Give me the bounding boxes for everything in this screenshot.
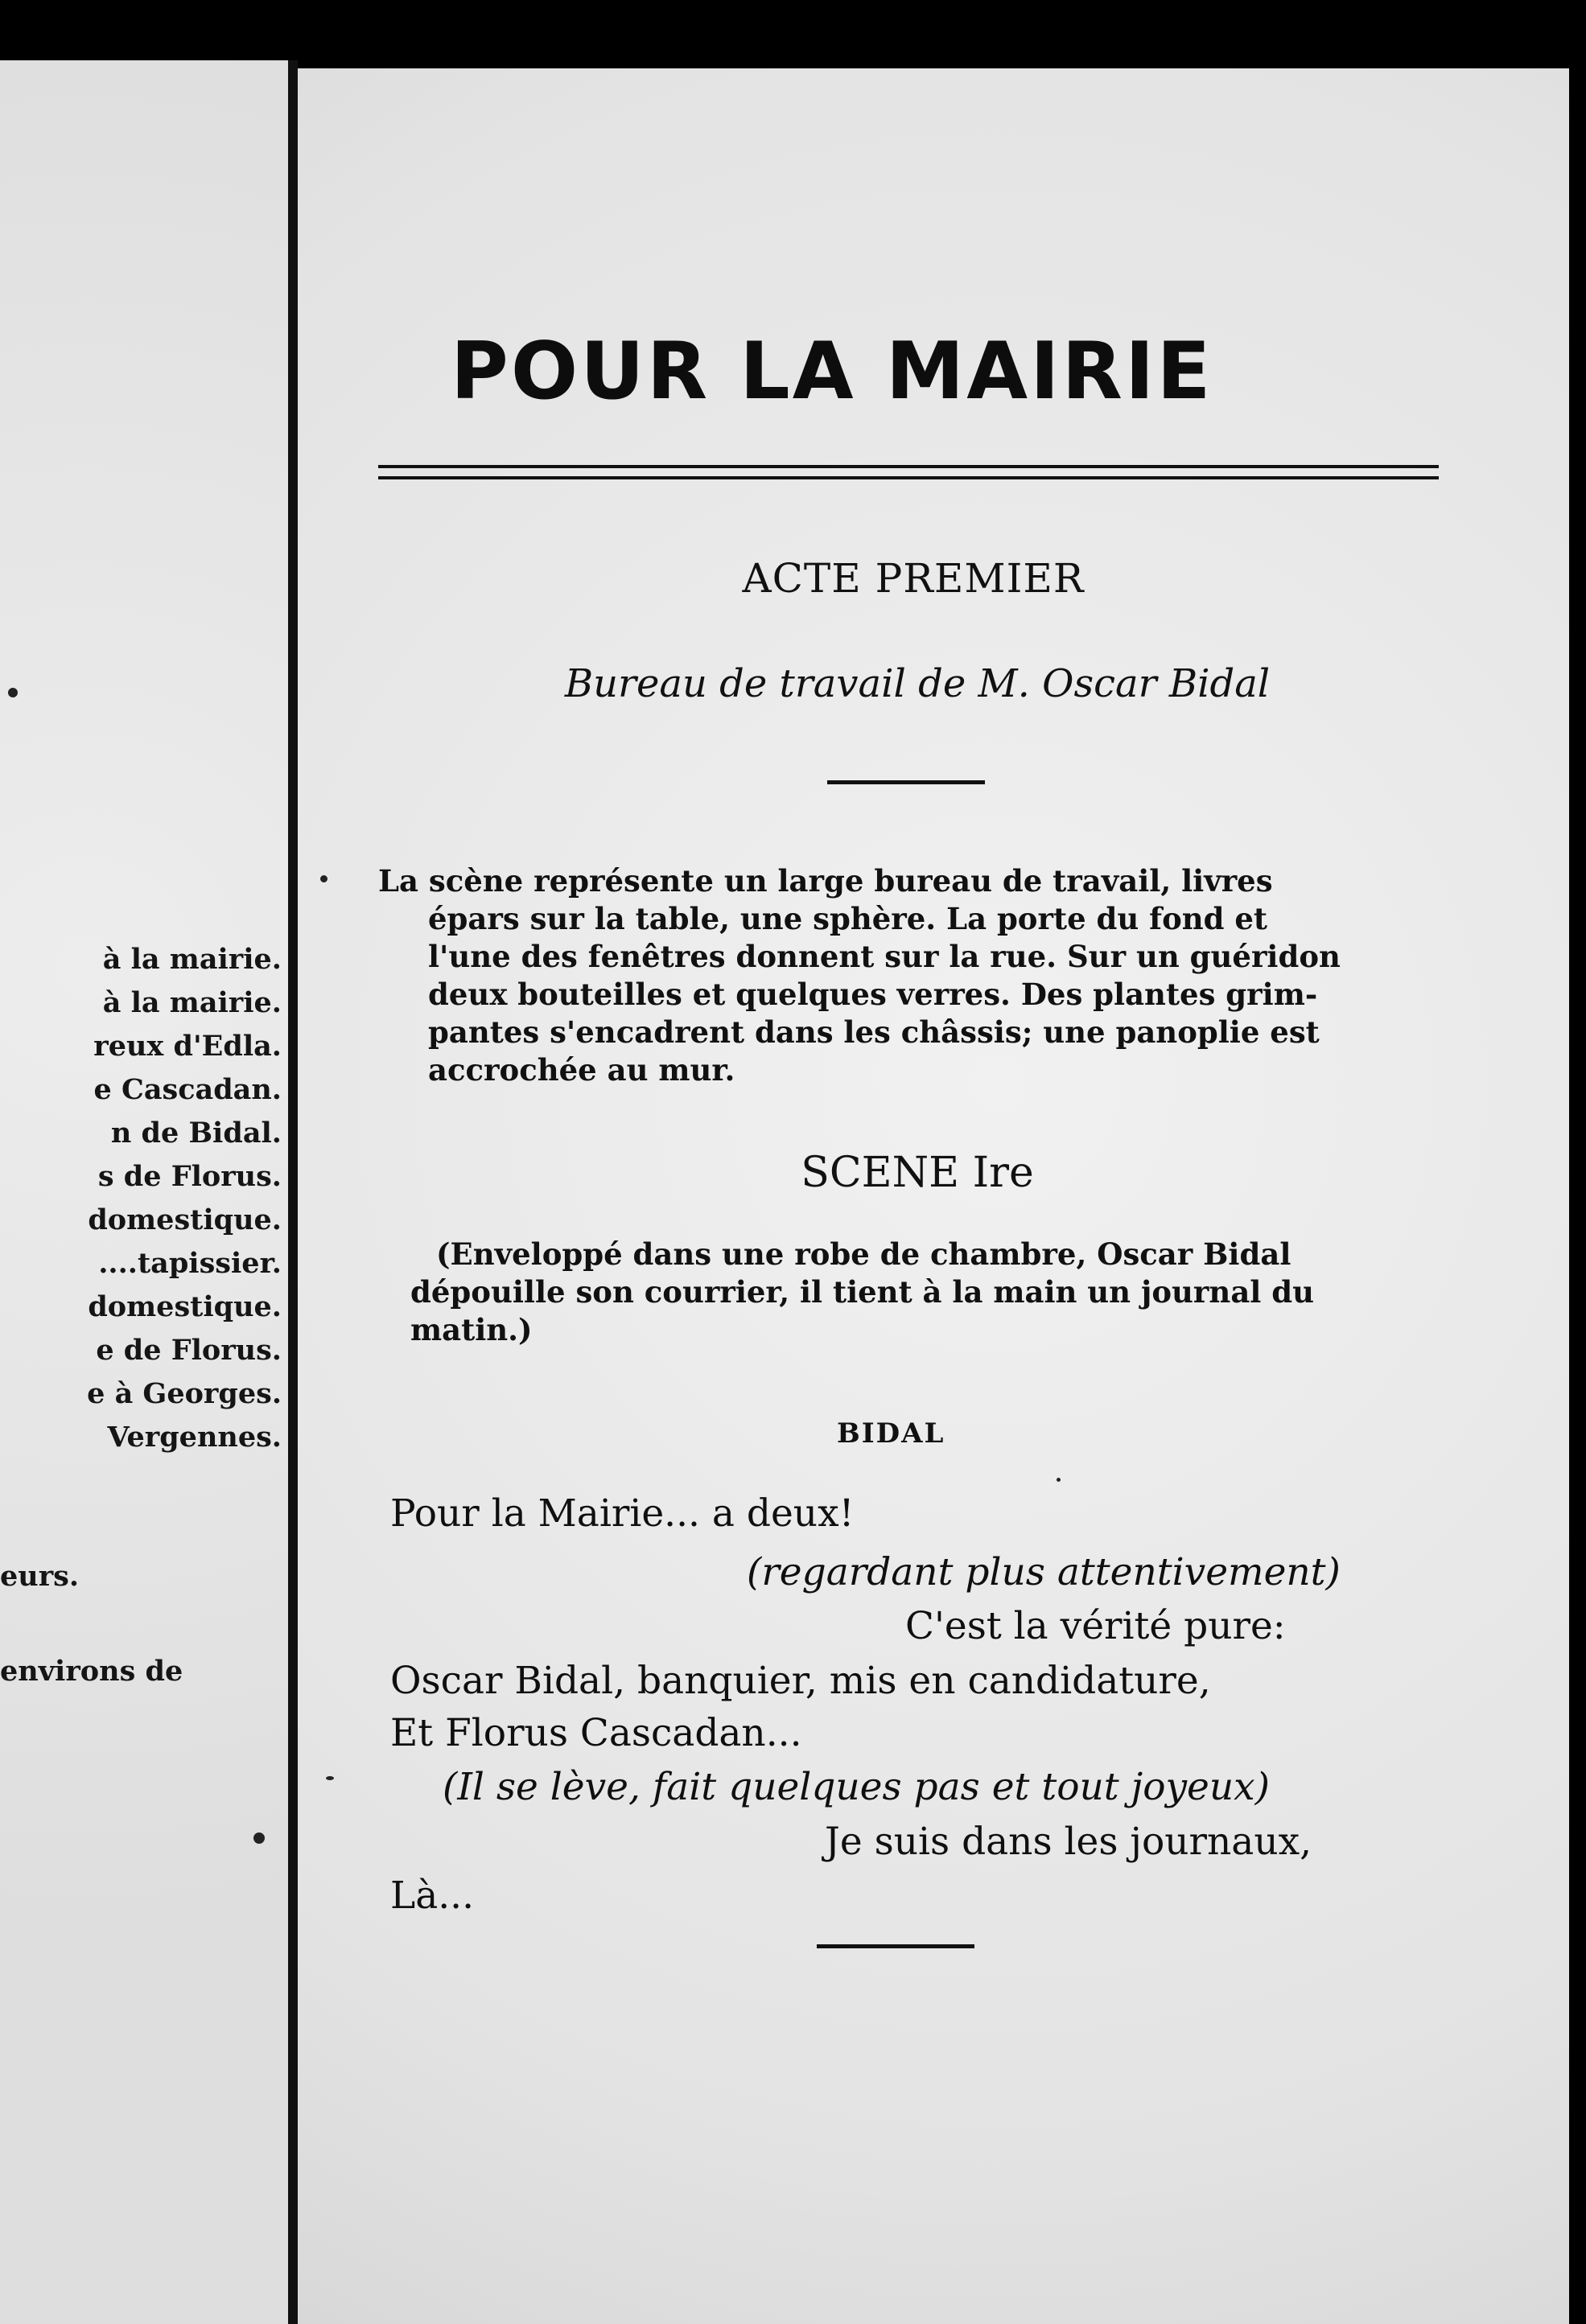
ink-speck (1057, 1478, 1061, 1482)
title-rule-bottom (378, 476, 1439, 479)
verse-line: Pour la Mairie... a deux! (390, 1491, 855, 1536)
cast-line: environs de (0, 1655, 183, 1688)
section-divider (817, 1944, 974, 1948)
scene-direction-line: matin.) (410, 1312, 533, 1347)
verse-line: C'est la vérité pure: (905, 1604, 1286, 1648)
scene-heading: SCENE Ire (801, 1149, 1034, 1197)
speaker-name: BIDAL (837, 1417, 945, 1450)
cast-line: domestique. (88, 1290, 282, 1323)
ink-speck (320, 875, 327, 882)
cast-line: domestique. (88, 1203, 282, 1236)
stage-direction-line: l'une des fenêtres donnent sur la rue. Sur un guéridon (428, 939, 1341, 974)
scene-direction-line: dépouille son courrier, il tient à la main un journal du (410, 1274, 1315, 1310)
scene-direction (410, 1236, 1424, 1349)
verse-direction: (regardant plus attentivement) (747, 1550, 1341, 1594)
page-gutter (288, 60, 298, 2324)
cast-line: ....tapissier. (98, 1247, 282, 1280)
page-title: POUR LA MAIRIE (451, 326, 1213, 417)
stage-direction-line: accrochée au mur. (428, 1052, 735, 1088)
cast-line: Vergennes. (107, 1421, 282, 1454)
cast-line: s de Florus. (97, 1160, 282, 1193)
scan-border (1569, 60, 1586, 2324)
stage-direction-line: pantes s'encadrent dans les châssis; une panoplie est (428, 1014, 1320, 1050)
cast-line: reux d'Edla. (93, 1030, 282, 1063)
verse-line: Oscar Bidal, banquier, mis en candidature, (390, 1659, 1211, 1703)
cast-line: n de Bidal. (110, 1117, 282, 1150)
cast-line: à la mairie. (102, 986, 282, 1019)
stage-direction-line: deux bouteilles et quelques verres. Des plantes grim- (428, 977, 1318, 1012)
stage-direction (378, 862, 1424, 1089)
stage-direction-line: épars sur la table, une sphère. La porte du fond et (428, 901, 1268, 936)
previous-page-fragment (0, 60, 288, 2324)
setting-line: Bureau de travail de M. Oscar Bidal (564, 661, 1271, 706)
ink-speck (8, 688, 18, 697)
verse-line: Là... (390, 1874, 475, 1918)
cast-line: e de Florus. (96, 1334, 282, 1367)
stage-direction-line: La scène représente un large bureau de travail, livres (378, 863, 1273, 899)
cast-line: e à Georges. (87, 1377, 282, 1410)
cast-line: e Cascadan. (93, 1073, 282, 1106)
title-rule-top (378, 465, 1439, 468)
verse-line: Et Florus Cascadan... (390, 1711, 802, 1755)
verse-direction: (Il se lève, fait quelques pas et tout joyeux) (443, 1765, 1270, 1809)
ink-speck (253, 1832, 265, 1844)
verse-line: Je suis dans les journaux, (825, 1820, 1312, 1864)
section-divider (827, 780, 985, 784)
ink-speck (326, 1776, 334, 1780)
cast-line: eurs. (0, 1560, 80, 1593)
cast-line: à la mairie. (102, 943, 282, 976)
act-heading: ACTE PREMIER (742, 555, 1085, 602)
scene-direction-line: (Enveloppé dans une robe de chambre, Oscar Bidal (436, 1236, 1291, 1272)
